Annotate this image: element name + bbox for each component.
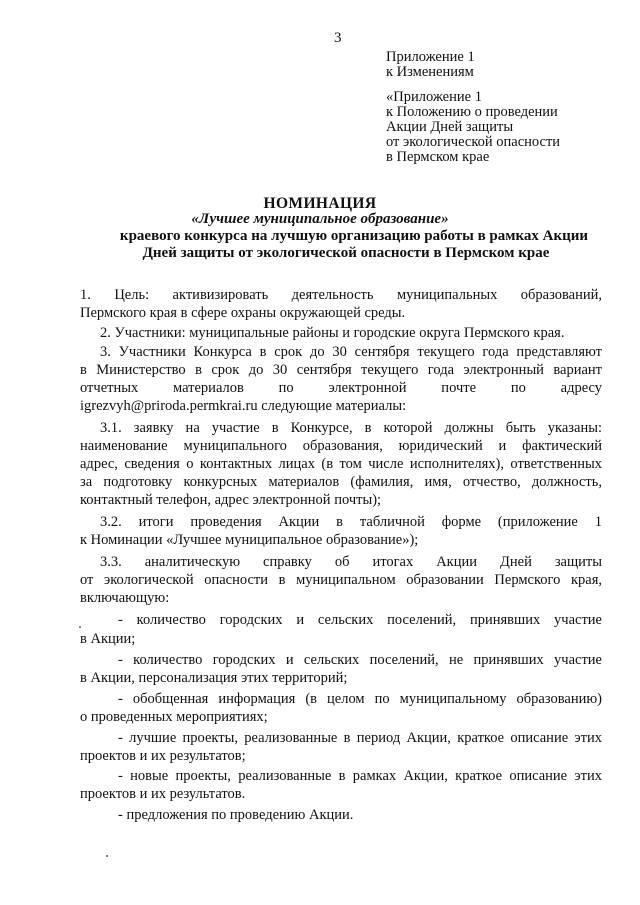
body-text-line: - количество городских и сельских поселений, принявших участие [118, 612, 602, 628]
body-text-line: контактный телефон, адрес электронной почты); [80, 492, 382, 508]
body-text-line: - новые проекты, реализованные в рамках Акции, краткое описание этих [118, 768, 602, 784]
body-text-line: наименование муниципального образования, юридический и фактический [80, 438, 602, 454]
body-text-line: в Акции; [80, 631, 136, 647]
body-text-line: проектов и их результатов. [80, 786, 246, 802]
regulation-reference [386, 90, 560, 165]
body-text-line: 3.2. итоги проведения Акции в табличной форме (приложение 1 [100, 514, 602, 530]
regulation-line: к Положению о проведении [386, 104, 558, 120]
body-text-line: от экологической опасности в муниципальном образовании Пермского края, [80, 572, 602, 588]
body-text-line: проектов и их результатов; [80, 748, 246, 764]
regulation-line: от экологической опасности [386, 134, 561, 150]
body-text-line: igrezvyh@priroda.permkrai.ru следующие материалы: [80, 398, 407, 414]
appendix-line: Приложение 1 [386, 49, 475, 65]
appendix-line: к Изменениям [386, 64, 474, 80]
body-text-line: 3.3. аналитическую справку об итогах Акции Дней защиты [100, 554, 602, 570]
body-text-line: - количество городских и сельских поселений, не принявших участие [118, 652, 602, 668]
body-text-line: - обобщенная информация (в целом по муниципальному образованию) [118, 691, 602, 707]
body-text-line: за подготовку конкурсных материалов (фамилия, имя, отчество, должность, [80, 474, 602, 490]
body-text-line: - лучшие проекты, реализованные в период Акции, краткое описание этих [118, 730, 602, 746]
regulation-line: «Приложение 1 [386, 89, 482, 105]
nomination-name: «Лучшее муниципальное образование» [191, 211, 449, 227]
body-text-line: отчетных материалов по электронной почте по адресу [80, 380, 602, 396]
contest-subtitle-cont: Дней защиты от экологической опасности в Пермском крае [142, 245, 550, 261]
scan-mark [79, 626, 81, 628]
body-text-line: включающую: [80, 590, 170, 606]
body-text-line: 3. Участники Конкурса в срок до 30 сентября текущего года представляют [100, 344, 602, 360]
body-text-line: в Акции, персонализация этих территорий; [80, 670, 348, 686]
regulation-line: в Пермском крае [386, 149, 490, 165]
body-text-line: 3.1. заявку на участие в Конкурсе, в которой должны быть указаны: [100, 420, 602, 436]
body-text-line: 2. Участники: муниципальные районы и городские округа Пермского края. [100, 325, 565, 341]
body-text-line: о проведенных мероприятиях; [80, 709, 268, 725]
body-text-line: 1. Цель: активизировать деятельность муниципальных образований, [80, 287, 602, 303]
regulation-line: Акции Дней защиты [386, 119, 514, 135]
appendix-reference [386, 50, 475, 80]
scan-mark [106, 855, 108, 857]
body-text-line: Пермского края в сфере охраны окружающей среды. [80, 305, 406, 321]
body-text-line: адрес, сведения о контактных лицах (в том числе исполнителях), ответственных [80, 456, 602, 472]
contest-subtitle: краевого конкурса на лучшую организацию работы в рамках Акции [119, 228, 589, 244]
page-number: 3 [334, 30, 342, 46]
body-text-line: к Номинации «Лучшее муниципальное образование»); [80, 532, 419, 548]
body-text-line: - предложения по проведению Акции. [118, 807, 354, 823]
body-text-line: в Министерство в срок до 30 сентября текущего года электронный вариант [80, 362, 602, 378]
document-title: НОМИНАЦИЯ [263, 195, 377, 212]
